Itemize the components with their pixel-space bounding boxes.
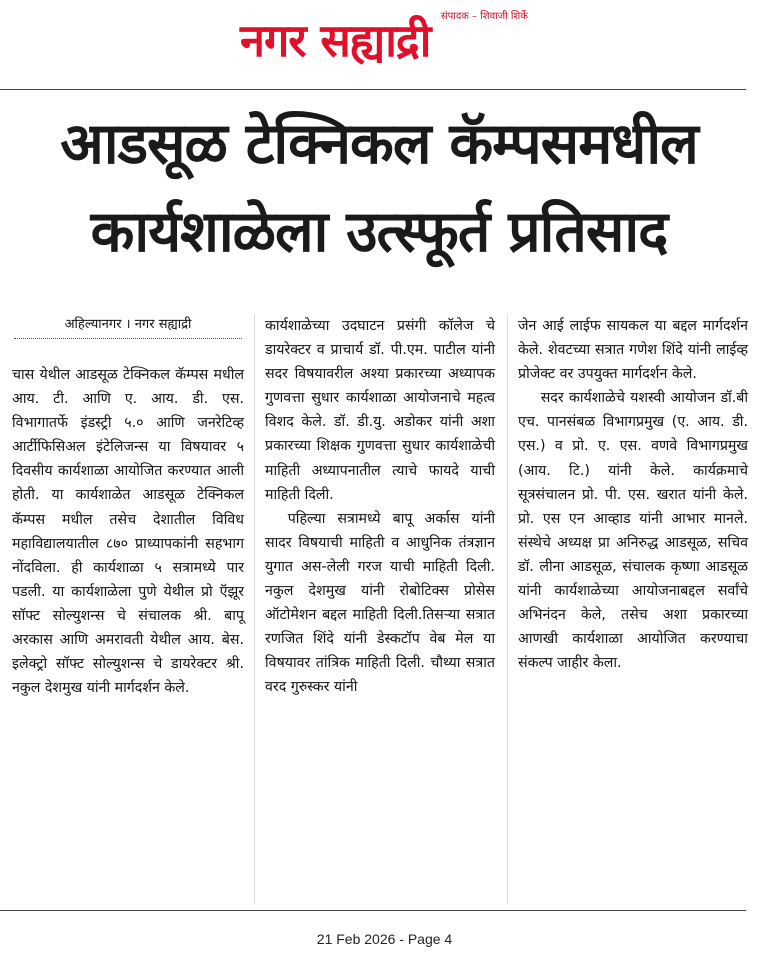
bottom-divider — [0, 910, 746, 911]
headline-line-1: आडसूळ टेक्निकल कॅम्पसमधील — [60, 111, 698, 177]
newspaper-logo: नगर सह्याद्री — [240, 14, 431, 67]
editor-credit: संपादक – शिवाजी शिर्के — [440, 11, 528, 22]
column-divider — [507, 314, 508, 904]
paragraph: पहिल्या सत्रामध्ये बापू अर्कास यांनी सादर विषयाची माहिती व आधुनिक तंत्रज्ञान युगात अस-लेली गरज याची माहिती दिली. नकुल देशमुख यांनी रोबोटिक्स प्रोसेस ऑटोमेशन बद्दल माहिती दिली.तिसऱ्या सत्रात रणजित शिंदे यांनी डेस्कटॉप वेब मेल या विषयावर तांत्रिक माहिती दिली. चौथ्या सत्रात वरद गुरुस्कर यांनी — [265, 510, 495, 696]
article-column-3 — [518, 314, 748, 675]
article-column-2 — [265, 314, 495, 700]
masthead — [240, 4, 530, 78]
headline-line-2: कार्यशाळेला उत्स्फूर्त प्रतिसाद — [90, 199, 668, 265]
page-footer: 21 Feb 2026 - Page 4 — [316, 931, 453, 947]
paragraph: कार्यशाळेच्या उदघाटन प्रसंगी कॉलेज चे डायरेक्टर व प्राचार्य डॉ. पी.एम. पाटील यांनी सदर विषयावरील अश्या प्रकारच्या अध्यापक गुणवत्ता सुधार कार्यशाळा आयोजनाचे महत्व विशद केले. डॉ. डी.यु. अडोकर यांनी अशा प्रकारच्या शिक्षक गुणवत्ता सुधार कार्यशाळेची माहिती अध्यापनातील त्याचे फायदे याची माहिती दिली. — [265, 318, 495, 503]
paragraph: चास येथील आडसूळ टेक्निकल कॅम्पस मधील आय. टी. आणि ए. आय. डी. एस. विभागातर्फे इंडस्ट्री ५.० आणि जनरेटिव्ह आर्टीफिसिअल इंटेलिजन्स या विषयावर ५ दिवसीय कार्यशाळा आयोजित करण्यात आली होती. या कार्यशाळेत आडसूळ टेक्निकल कॅम्पस मधील तसेच देशातील विविध महाविद्यालयातील ८७० प्राध्यापकांनी सहभाग नोंदविला. ही कार्यशाळा ५ सत्रामध्ये पार पडली. या कार्यशाळेला पुणे येथील प्रो ऍझूर सॉफ्ट सोल्युशन्स चे संचालक श्री. बापू अरकास आणि अमरावती येथील आय. बेस. इलेक्ट्रो सॉफ्ट सोल्युशन्स चे डायरेक्टर श्री. नकुल देशमुख यांनी मार्गदर्शन केले. — [12, 367, 244, 697]
paragraph: सदर कार्यशाळेचे यशस्वी आयोजन डॉ.बी एच. पानसंबळ विभागप्रमुख (ए. आय. डी. एस.) व प्रो. ए. एस. वणवे विभागप्रमुख (आय. टि.) यांनी केले. कार्यक्रमाचे सूत्रसंचालन प्रो. पी. एस. खरात यांनी केले. प्रो. एस एन आव्हाड यांनी आभार मानले. संस्थेचे अध्यक्ष प्रा अनिरुद्ध आडसूळ, सचिव डॉ. लीना आडसूळ, संचालक कृष्णा आडसूळ यांनी कार्यशाळेच्या आयोजनाबद्दल सर्वांचे अभिनंदन केले, तसेच अशा प्रकारच्या आणखी कार्यशाळा आयोजित करण्याचा संकल्प जाहीर केला. — [518, 390, 748, 672]
column-divider — [254, 314, 255, 904]
top-divider — [0, 89, 746, 90]
article-column-1 — [12, 363, 244, 700]
article-headline — [14, 100, 744, 276]
article-dateline: अहिल्यानगर । नगर सह्याद्री — [14, 314, 242, 339]
paragraph: जेन आई लाईफ सायकल या बद्दल मार्गदर्शन केले. शेवटच्या सत्रात गणेश शिंदे यांनी लाईव्ह प्रोजेक्ट वर उपयुक्त मार्गदर्शन केले. — [518, 318, 748, 383]
